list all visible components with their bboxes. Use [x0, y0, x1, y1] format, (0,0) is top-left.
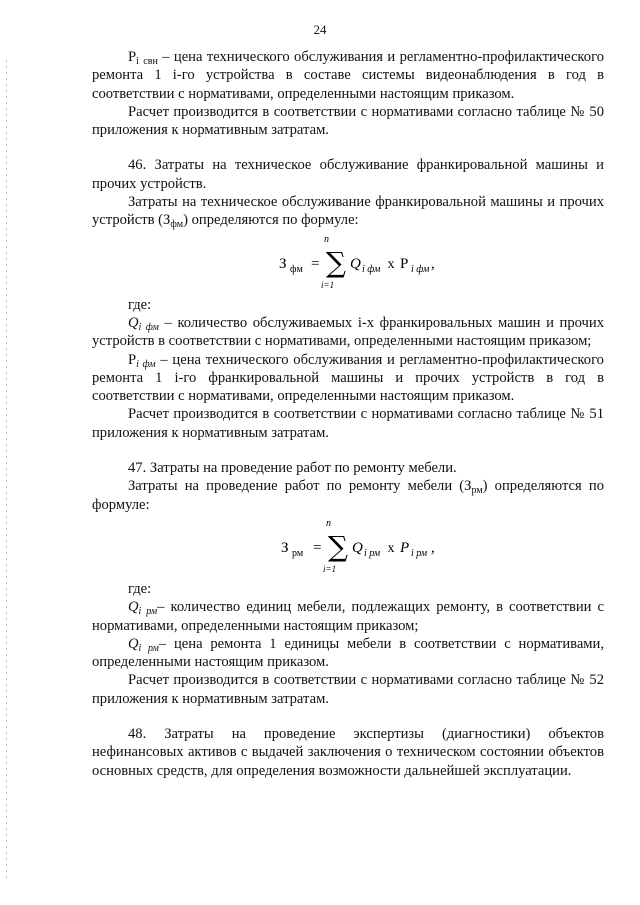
svg-text:i рм: i рм: [364, 547, 381, 559]
section-47-def-q: $Q_{i рм}-$ количество единиц мебели, подлежащих ремонту, в соответствии с нормативами, определенными настоящим приказом;: [92, 599, 604, 634]
svg-text:фм: фм: [290, 263, 303, 275]
svg-text:i=1: i=1: [323, 563, 337, 574]
section-46-where: где:: [128, 296, 152, 313]
formula-46: [92, 230, 604, 294]
section-47-where: где:: [128, 580, 152, 597]
section-46-def-p: $P_{i фм}$ – цена технического обслуживания и регламентно-профилактического ремонта 1 i-го франкировальной машины и прочих устройств в год в соответствии с нормативами, определенными настоящим приказом.: [92, 351, 604, 405]
formula-47-graphic: [92, 514, 604, 578]
svg-text:З: З: [279, 255, 287, 272]
definition-p-svn: $P_i$ $_{свн}$ – цена технического обслуживания и регламентно-профилактического ремонта 1 i-го устройства в составе системы видеонаблюдения в год в соответствии с нормативами, определенными настоящим приказом.: [92, 49, 604, 102]
page-number: 24: [313, 22, 327, 37]
calc-note-52: Расчет производится в соответствии с нормативами согласно таблице № 52 приложения к нормативным затратам.: [92, 672, 604, 707]
svg-text:n: n: [324, 233, 329, 245]
section-47-intro: Затраты на проведение работ по ремонту мебели $(З_{рм})$ определяются по формуле:: [92, 478, 604, 513]
svg-text:,: ,: [431, 255, 435, 272]
svg-text:i фм: i фм: [362, 263, 381, 275]
svg-text:,: ,: [431, 539, 435, 556]
scan-edge-mark: [6, 60, 7, 880]
svg-text:i рм: i рм: [411, 547, 428, 559]
svg-text:i=1: i=1: [321, 279, 335, 290]
svg-text:x: x: [384, 540, 398, 556]
section-48-heading: 48. Затраты на проведение экспертизы (диагностики) объектов нефинансовых активов с выдачей заключения о техническом состоянии объектов основных средств, для определения возможности дальнейшей эксплуатации.: [92, 726, 604, 779]
section-47-def-p: $Q_{i рм}-$ цена ремонта 1 единицы мебели в соответствии с нормативами, определенными настоящим приказом.: [92, 635, 604, 671]
sum-sign: ∑: [326, 245, 346, 279]
svg-text:З: З: [281, 539, 289, 556]
svg-text:i фм: i фм: [411, 263, 430, 275]
sum-sign: ∑: [328, 529, 348, 563]
svg-text:=: =: [311, 255, 320, 272]
svg-text:Q: Q: [350, 255, 361, 272]
svg-text:P: P: [400, 255, 409, 272]
section-46-intro: Затраты на техническое обслуживание франкировальной машины и прочих устройств $(З_{фм})$ определяются по формуле:: [92, 194, 604, 231]
svg-text:n: n: [326, 517, 331, 529]
calc-note-51: Расчет производится в соответствии с нормативами согласно таблице № 51 приложения к нормативным затратам.: [92, 406, 604, 441]
svg-text:P: P: [400, 539, 410, 556]
page-body: [92, 48, 604, 780]
section-46-heading: 46. Затраты на техническое обслуживание франкировальной машины и прочих устройств.: [92, 157, 604, 192]
formula-46-graphic: [92, 230, 604, 294]
svg-text:=: =: [313, 539, 322, 556]
section-47-heading: 47. Затраты на проведение работ по ремонту мебели.: [128, 460, 457, 477]
svg-text:x: x: [384, 256, 398, 272]
formula-47: [92, 514, 604, 578]
svg-text:Q: Q: [352, 539, 363, 556]
svg-text:рм: рм: [292, 547, 304, 559]
section-46-def-q: $Q_{i фм}$ – количество обслуживаемых i-х франкировальных машин и прочих устройств в соответствии с нормативами, определенными настоящим приказом;: [92, 314, 604, 350]
calc-note-50: Расчет производится в соответствии с нормативами согласно таблице № 50 приложения к нормативным затратам.: [92, 103, 604, 139]
